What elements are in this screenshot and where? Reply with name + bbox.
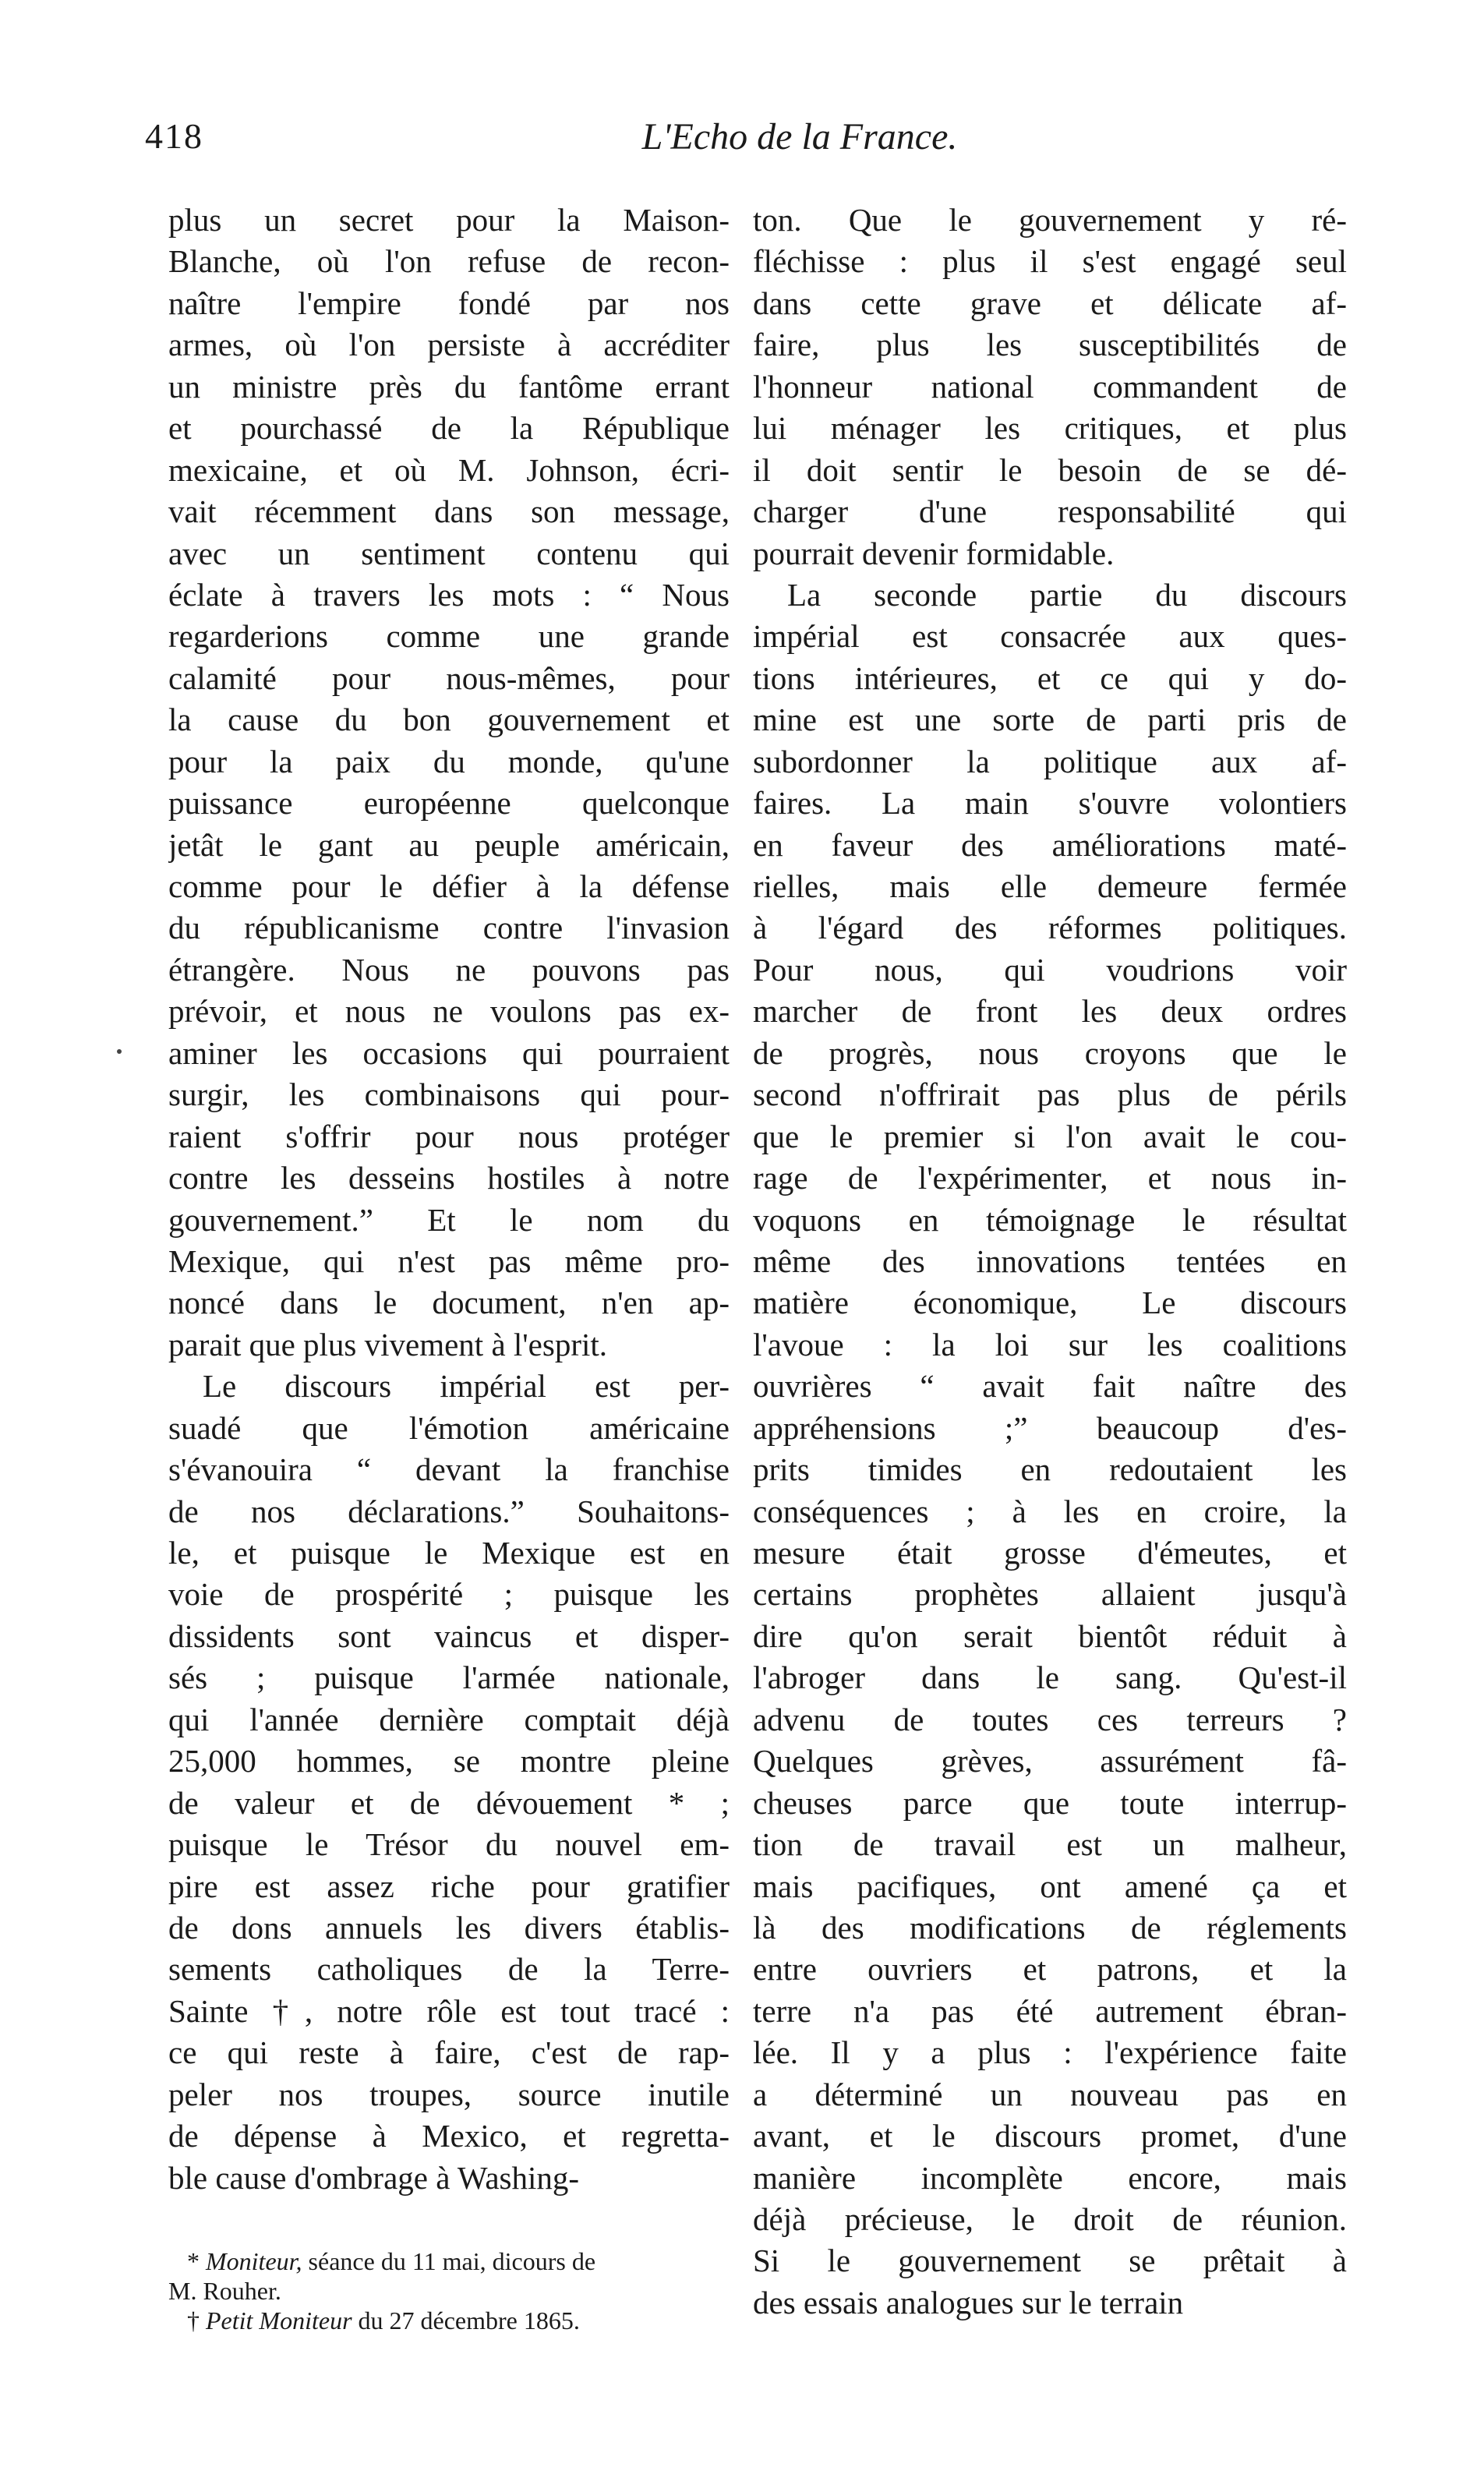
text-line: même des innovations tentées en	[753, 1242, 1347, 1279]
text-line: Pour nous, qui voudrions voir	[753, 951, 1347, 988]
footnote-1-text: séance du 11 mai, dicours de	[302, 2247, 596, 2275]
text-line: contre les desseins hostiles à notre	[168, 1160, 730, 1196]
text-line: impérial est consacrée aux ques-	[753, 618, 1347, 655]
text-line: mesure était grosse d'émeutes, et	[753, 1535, 1347, 1571]
text-line: 25,000 hommes, se montre pleine	[168, 1743, 730, 1780]
text-line: raient s'offrir pour nous protéger	[168, 1118, 730, 1154]
text-line: puissance européenne quelconque	[168, 785, 730, 822]
text-line: surgir, les combinaisons qui pour-	[168, 1076, 730, 1113]
text-line: s'évanouira “ devant la franchise	[168, 1451, 730, 1488]
text-line: de dépense à Mexico, et regretta-	[168, 2118, 730, 2154]
text-line: terre n'a pas été autrement ébran-	[753, 1992, 1347, 2029]
text-line: entre ouvriers et patrons, et la	[753, 1951, 1347, 1988]
text-line: Quelques grèves, assurément fâ-	[753, 1743, 1347, 1780]
text-line: matière économique, Le discours	[753, 1285, 1347, 1321]
text-line: a déterminé un nouveau pas en	[753, 2076, 1347, 2112]
text-line: ton. Que le gouvernement y ré-	[753, 202, 1347, 238]
text-line: aminer les occasions qui pourraient	[168, 1034, 730, 1071]
text-line: regarderions comme une grande	[168, 618, 730, 655]
text-line: subordonner la politique aux af-	[753, 743, 1347, 779]
text-line: à l'égard des réformes politiques.	[753, 910, 1347, 946]
text-line: de nos déclarations.” Souhaitons-	[168, 1493, 730, 1529]
text-line: Le discours impérial est per-	[203, 1368, 730, 1405]
text-line: mine est une sorte de parti pris de	[753, 702, 1347, 738]
text-line: l'honneur national commandent de	[753, 368, 1347, 405]
text-line: dire qu'on serait bientôt réduit à	[753, 1617, 1347, 1654]
footnote-2-text: du 27 décembre 1865.	[352, 2306, 580, 2334]
footnote-1-continuation: M. Rouher.	[168, 2277, 281, 2305]
text-line: de valeur et de dévouement * ;	[168, 1784, 730, 1821]
text-line: appréhensions ;” beaucoup d'es-	[753, 1409, 1347, 1446]
text-line: pour la paix du monde, qu'une	[168, 743, 730, 779]
text-line: en faveur des améliorations maté-	[753, 826, 1347, 863]
footnotes	[168, 2246, 730, 2335]
text-line: fléchisse : plus il s'est engagé seul	[753, 243, 1347, 280]
text-line: plus un secret pour la Maison-	[168, 202, 730, 238]
text-line: sés ; puisque l'armée nationale,	[168, 1659, 730, 1696]
text-line: naître l'empire fondé par nos	[168, 285, 730, 321]
text-line: étrangère. Nous ne pouvons pas	[168, 951, 730, 988]
text-line: Blanche, où l'on refuse de recon-	[168, 243, 730, 280]
text-line: la cause du bon gouvernement et	[168, 702, 730, 738]
footnote-2-mark: †	[187, 2306, 200, 2334]
page-number: 418	[145, 116, 203, 156]
margin-speck	[117, 1049, 122, 1054]
text-line: peler nos troupes, source inutile	[168, 2076, 730, 2112]
text-line: lée. Il y a plus : l'expérience faite	[753, 2034, 1347, 2071]
text-line: du républicanisme contre l'invasion	[168, 910, 730, 946]
text-line: mexicaine, et où M. Johnson, écri-	[168, 451, 730, 488]
text-line: Si le gouvernement se prêtait à	[753, 2243, 1347, 2279]
text-line: charger d'une responsabilité qui	[753, 493, 1347, 530]
text-line: manière incomplète encore, mais	[753, 2159, 1347, 2196]
text-line: faires. La main s'ouvre volontiers	[753, 785, 1347, 822]
text-line: ble cause d'ombrage à Washing-	[168, 2159, 580, 2196]
text-line: certains prophètes allaient jusqu'à	[753, 1576, 1347, 1613]
text-line: parait que plus vivement à l'esprit.	[168, 1326, 608, 1363]
text-line: comme pour le défier à la défense	[168, 868, 730, 904]
text-line: marcher de front les deux ordres	[753, 993, 1347, 1030]
text-line: Mexique, qui n'est pas même pro-	[168, 1242, 730, 1279]
text-line: dans cette grave et délicate af-	[753, 285, 1347, 321]
text-line: conséquences ; à les en croire, la	[753, 1493, 1347, 1529]
footnote-2-source: Petit Moniteur	[206, 2306, 352, 2334]
text-line: de progrès, nous croyons que le	[753, 1034, 1347, 1071]
text-line: pire est assez riche pour gratifier	[168, 1868, 730, 1904]
text-line: calamité pour nous-mêmes, pour	[168, 659, 730, 696]
footnote-2	[168, 2306, 730, 2335]
text-column-left	[168, 200, 730, 2199]
text-line: qui l'année dernière comptait déjà	[168, 1701, 730, 1737]
text-line: et pourchassé de la République	[168, 410, 730, 447]
text-line: cheuses parce que toute interrup-	[753, 1784, 1347, 1821]
footnote-1-mark: *	[187, 2247, 200, 2275]
text-line: lui ménager les critiques, et plus	[753, 410, 1347, 447]
text-line: noncé dans le document, n'en ap-	[168, 1285, 730, 1321]
text-line: puisque le Trésor du nouvel em-	[168, 1826, 730, 1863]
text-column-right	[753, 200, 1347, 2324]
text-line: que le premier si l'on avait le cou-	[753, 1118, 1347, 1154]
footnote-1-source: Moniteur,	[206, 2247, 302, 2275]
text-line: il doit sentir le besoin de se dé-	[753, 451, 1347, 488]
text-line: voquons en témoignage le résultat	[753, 1201, 1347, 1238]
text-line: un ministre près du fantôme errant	[168, 368, 730, 405]
text-line: jetât le gant au peuple américain,	[168, 826, 730, 863]
text-line: vait récemment dans son message,	[168, 493, 730, 530]
text-line: gouvernement.” Et le nom du	[168, 1201, 730, 1238]
text-line: suadé que l'émotion américaine	[168, 1409, 730, 1446]
text-line: La seconde partie du discours	[787, 576, 1347, 613]
running-title: L'Echo de la France.	[641, 116, 958, 157]
text-line: des essais analogues sur le terrain	[753, 2284, 1184, 2320]
text-line: avec un sentiment contenu qui	[168, 535, 730, 571]
text-line: mais pacifiques, ont amené ça et	[753, 1868, 1347, 1904]
text-line: ce qui reste à faire, c'est de rap-	[168, 2034, 730, 2071]
running-header	[145, 115, 1361, 170]
text-line: armes, où l'on persiste à accréditer	[168, 327, 730, 363]
text-line: là des modifications de réglements	[753, 1909, 1347, 1946]
text-line: dissidents sont vaincus et disper-	[168, 1617, 730, 1654]
text-line: rielles, mais elle demeure fermée	[753, 868, 1347, 904]
text-line: sements catholiques de la Terre-	[168, 1951, 730, 1988]
text-line: voie de prospérité ; puisque les	[168, 1576, 730, 1613]
text-line: faire, plus les susceptibilités de	[753, 327, 1347, 363]
text-line: prévoir, et nous ne voulons pas ex-	[168, 993, 730, 1030]
text-line: avant, et le discours promet, d'une	[753, 2118, 1347, 2154]
text-line: le, et puisque le Mexique est en	[168, 1535, 730, 1571]
text-line: l'abroger dans le sang. Qu'est-il	[753, 1659, 1347, 1696]
text-line: ouvrières “ avait fait naître des	[753, 1368, 1347, 1405]
text-line: pourrait devenir formidable.	[753, 535, 1115, 571]
text-line: advenu de toutes ces terreurs ?	[753, 1701, 1347, 1737]
text-line: de dons annuels les divers établis-	[168, 1909, 730, 1946]
text-line: éclate à travers les mots : “ Nous	[168, 576, 730, 613]
text-line: tion de travail est un malheur,	[753, 1826, 1347, 1863]
text-line: l'avoue : la loi sur les coalitions	[753, 1326, 1347, 1363]
text-line: second n'offrirait pas plus de périls	[753, 1076, 1347, 1113]
text-line: Sainte †, notre rôle est tout tracé :	[168, 1992, 730, 2029]
text-line: tions intérieures, et ce qui y do-	[753, 659, 1347, 696]
text-line: déjà précieuse, le droit de réunion.	[753, 2201, 1347, 2237]
footnote-1	[168, 2246, 730, 2276]
text-line: prits timides en redoutaient les	[753, 1451, 1347, 1488]
text-line: rage de l'expérimenter, et nous in-	[753, 1160, 1347, 1196]
